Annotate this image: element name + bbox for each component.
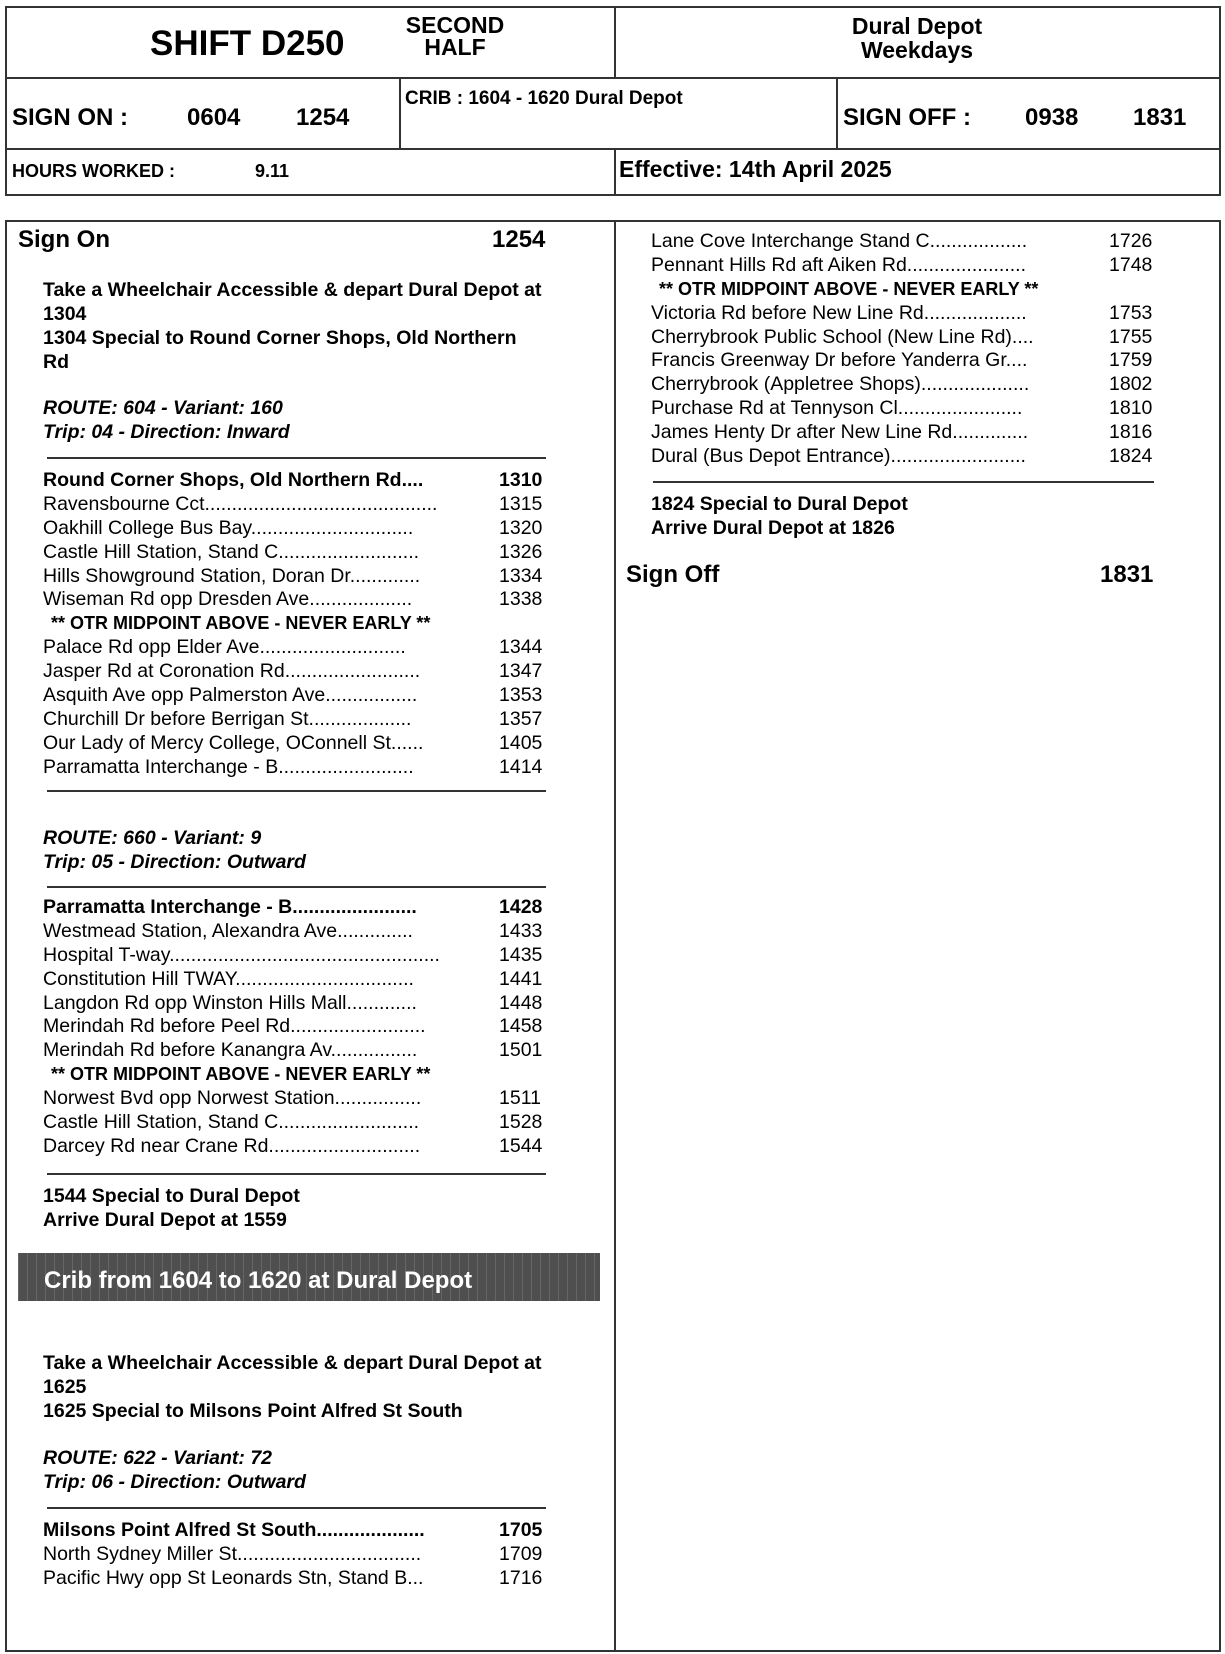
block2-route-info bbox=[43, 826, 306, 874]
stop-name: Our Lady of Mercy College, OConnell St...... bbox=[43, 732, 424, 754]
effective-date: Effective: 14th April 2025 bbox=[619, 156, 892, 182]
divider bbox=[399, 77, 401, 148]
stop-time: 1458 bbox=[499, 1015, 543, 1037]
stop-name: Milsons Point Alfred St South.................... bbox=[43, 1519, 425, 1541]
depot-name: Dural Depot bbox=[851, 13, 983, 39]
hours-worked-value: 9.11 bbox=[255, 161, 290, 181]
otr-midpoint-note: ** OTR MIDPOINT ABOVE - NEVER EARLY ** bbox=[659, 279, 1039, 299]
sign-off-heading-time: 1831 bbox=[1100, 561, 1154, 588]
stop-time: 1344 bbox=[499, 636, 543, 658]
stop-time: 1347 bbox=[499, 660, 543, 682]
crib-banner-text: Crib from 1604 to 1620 at Dural Depot bbox=[44, 1267, 473, 1294]
shift-half bbox=[395, 14, 515, 58]
stop-time: 1428 bbox=[499, 896, 543, 918]
depot-info bbox=[616, 14, 1218, 62]
stop-name: Round Corner Shops, Old Northern Rd.... bbox=[43, 469, 424, 491]
stop-name: Churchill Dr before Berrigan St................... bbox=[43, 708, 412, 730]
stop-time: 1705 bbox=[499, 1519, 543, 1541]
stop-name: Dural (Bus Depot Entrance)......................... bbox=[651, 445, 1026, 467]
crib-banner bbox=[18, 1253, 600, 1301]
stop-time: 1405 bbox=[499, 732, 543, 754]
stop-name: Darcey Rd near Crane Rd............................ bbox=[43, 1135, 421, 1157]
stop-name: Merindah Rd before Peel Rd......................... bbox=[43, 1015, 426, 1037]
stop-name: Parramatta Interchange - B....................... bbox=[43, 896, 417, 918]
stop-time: 1802 bbox=[1109, 373, 1153, 395]
stop-time: 1511 bbox=[499, 1087, 541, 1109]
stop-name: Lane Cove Interchange Stand C.................. bbox=[651, 230, 1028, 252]
arrive-instruction: Arrive Dural Depot at 1826 bbox=[651, 517, 895, 539]
stop-name: Cherrybrook (Appletree Shops).................... bbox=[651, 373, 1030, 395]
stop-time: 1726 bbox=[1109, 230, 1153, 252]
divider bbox=[47, 886, 546, 888]
stop-name: Parramatta Interchange - B......................... bbox=[43, 756, 414, 778]
arrive-instruction: Arrive Dural Depot at 1559 bbox=[43, 1209, 287, 1231]
sign-off-duration: 0938 bbox=[1025, 104, 1079, 131]
end-instruction: 1544 Special to Dural Depot bbox=[43, 1185, 300, 1207]
sign-on-duration: 0604 bbox=[187, 104, 241, 131]
otr-midpoint-note: ** OTR MIDPOINT ABOVE - NEVER EARLY ** bbox=[51, 1064, 431, 1084]
stop-time: 1320 bbox=[499, 517, 543, 539]
stop-time: 1824 bbox=[1109, 445, 1153, 467]
divider bbox=[47, 1507, 546, 1509]
block3-end bbox=[651, 492, 908, 540]
stop-time: 1816 bbox=[1109, 421, 1153, 443]
block3-route-info bbox=[43, 1446, 306, 1494]
block2-end bbox=[43, 1184, 300, 1232]
divider bbox=[47, 1173, 546, 1175]
sign-on-heading: Sign On bbox=[18, 226, 110, 253]
stop-time: 1357 bbox=[499, 708, 543, 730]
stop-time: 1326 bbox=[499, 541, 543, 563]
stop-time: 1544 bbox=[499, 1135, 543, 1157]
stop-name: Pennant Hills Rd aft Aiken Rd...................... bbox=[651, 254, 1026, 276]
stop-time: 1334 bbox=[499, 565, 543, 587]
route-variant: ROUTE: 622 - Variant: 72 bbox=[43, 1447, 273, 1469]
stop-name: Langdon Rd opp Winston Hills Mall............. bbox=[43, 992, 417, 1014]
hours-worked-label: HOURS WORKED : bbox=[12, 161, 175, 181]
stop-time: 1310 bbox=[499, 469, 543, 491]
shift-half-line1: SECOND bbox=[405, 12, 505, 38]
trip-direction: Trip: 06 - Direction: Outward bbox=[43, 1471, 306, 1493]
stop-time: 1353 bbox=[499, 684, 543, 706]
stop-name: James Henty Dr after New Line Rd.............. bbox=[651, 421, 1029, 443]
stop-name: Oakhill College Bus Bay.............................. bbox=[43, 517, 414, 539]
sign-on-heading-time: 1254 bbox=[492, 226, 546, 253]
otr-midpoint-note: ** OTR MIDPOINT ABOVE - NEVER EARLY ** bbox=[51, 613, 431, 633]
stop-name: Ravensbourne Cct........................................... bbox=[43, 493, 438, 515]
instruction-line: 1625 bbox=[43, 1376, 87, 1398]
stop-time: 1748 bbox=[1109, 254, 1153, 276]
instruction-line: 1304 bbox=[43, 303, 87, 325]
shift-title: SHIFT D250 bbox=[150, 24, 345, 63]
divider bbox=[7, 148, 1219, 150]
stop-name: Constitution Hill TWAY................................. bbox=[43, 968, 414, 990]
trip-direction: Trip: 05 - Direction: Outward bbox=[43, 851, 306, 873]
stop-name: Castle Hill Station, Stand C.......................... bbox=[43, 541, 420, 563]
instruction-line: 1304 Special to Round Corner Shops, Old Northern bbox=[43, 327, 517, 349]
stop-time: 1528 bbox=[499, 1111, 543, 1133]
route-variant: ROUTE: 660 - Variant: 9 bbox=[43, 827, 262, 849]
column-divider bbox=[614, 222, 616, 1650]
instruction-line: Take a Wheelchair Accessible & depart Dural Depot at bbox=[43, 1352, 542, 1374]
shift-header bbox=[5, 6, 1221, 196]
instruction-line: Take a Wheelchair Accessible & depart Dural Depot at bbox=[43, 279, 542, 301]
sign-on-time: 1254 bbox=[296, 104, 350, 131]
route-variant: ROUTE: 604 - Variant: 160 bbox=[43, 397, 283, 419]
end-instruction: 1824 Special to Dural Depot bbox=[651, 493, 908, 515]
stop-name: Hills Showground Station, Doran Dr............. bbox=[43, 565, 421, 587]
stop-name: Norwest Bvd opp Norwest Station................ bbox=[43, 1087, 422, 1109]
stop-time: 1414 bbox=[499, 756, 543, 778]
stop-time: 1810 bbox=[1109, 397, 1153, 419]
sign-off-heading: Sign Off bbox=[626, 561, 720, 588]
stop-name: North Sydney Miller St.................................. bbox=[43, 1543, 422, 1565]
shift-half-line2: HALF bbox=[424, 34, 486, 60]
stop-name: Francis Greenway Dr before Yanderra Gr.... bbox=[651, 349, 1028, 371]
sign-on-label: SIGN ON : bbox=[12, 104, 129, 131]
divider bbox=[47, 457, 546, 459]
day-type: Weekdays bbox=[860, 37, 974, 63]
stop-time: 1338 bbox=[499, 588, 543, 610]
trip-direction: Trip: 04 - Direction: Inward bbox=[43, 421, 290, 443]
stop-time: 1435 bbox=[499, 944, 543, 966]
stop-time: 1709 bbox=[499, 1543, 543, 1565]
stop-name: Wiseman Rd opp Dresden Ave................... bbox=[43, 588, 413, 610]
stop-time: 1501 bbox=[499, 1039, 543, 1061]
divider bbox=[836, 77, 838, 148]
sign-off-time: 1831 bbox=[1133, 104, 1187, 131]
stop-name: Pacific Hwy opp St Leonards Stn, Stand B... bbox=[43, 1567, 424, 1589]
divider bbox=[47, 790, 546, 792]
stop-time: 1716 bbox=[499, 1567, 543, 1589]
stop-name: Purchase Rd at Tennyson Cl....................... bbox=[651, 397, 1023, 419]
stop-name: Jasper Rd at Coronation Rd......................... bbox=[43, 660, 421, 682]
stop-time: 1315 bbox=[499, 493, 543, 515]
stop-time: 1753 bbox=[1109, 302, 1153, 324]
stop-name: Asquith Ave opp Palmerston Ave................. bbox=[43, 684, 418, 706]
crib-info: CRIB : 1604 - 1620 Dural Depot bbox=[405, 88, 683, 109]
stop-time: 1755 bbox=[1109, 326, 1153, 348]
block1-instructions bbox=[43, 278, 542, 374]
stop-name: Merindah Rd before Kanangra Av................ bbox=[43, 1039, 418, 1061]
stop-name: Palace Rd opp Elder Ave........................... bbox=[43, 636, 406, 658]
sign-off-label: SIGN OFF : bbox=[843, 104, 971, 131]
stop-name: Castle Hill Station, Stand C.......................... bbox=[43, 1111, 420, 1133]
block1-route-info bbox=[43, 396, 290, 444]
divider bbox=[7, 77, 1219, 79]
instruction-line: 1625 Special to Milsons Point Alfred St South bbox=[43, 1400, 463, 1422]
stop-name: Cherrybrook Public School (New Line Rd).... bbox=[651, 326, 1034, 348]
divider bbox=[614, 148, 616, 196]
stop-time: 1433 bbox=[499, 920, 543, 942]
divider bbox=[653, 481, 1154, 483]
stop-time: 1759 bbox=[1109, 349, 1153, 371]
instruction-line: Rd bbox=[43, 351, 69, 373]
stop-name: Hospital T-way.................................................. bbox=[43, 944, 440, 966]
stop-name: Westmead Station, Alexandra Ave.............. bbox=[43, 920, 413, 942]
stop-time: 1441 bbox=[499, 968, 543, 990]
block3-instructions bbox=[43, 1351, 542, 1423]
stop-name: Victoria Rd before New Line Rd................... bbox=[651, 302, 1027, 324]
stop-time: 1448 bbox=[499, 992, 543, 1014]
